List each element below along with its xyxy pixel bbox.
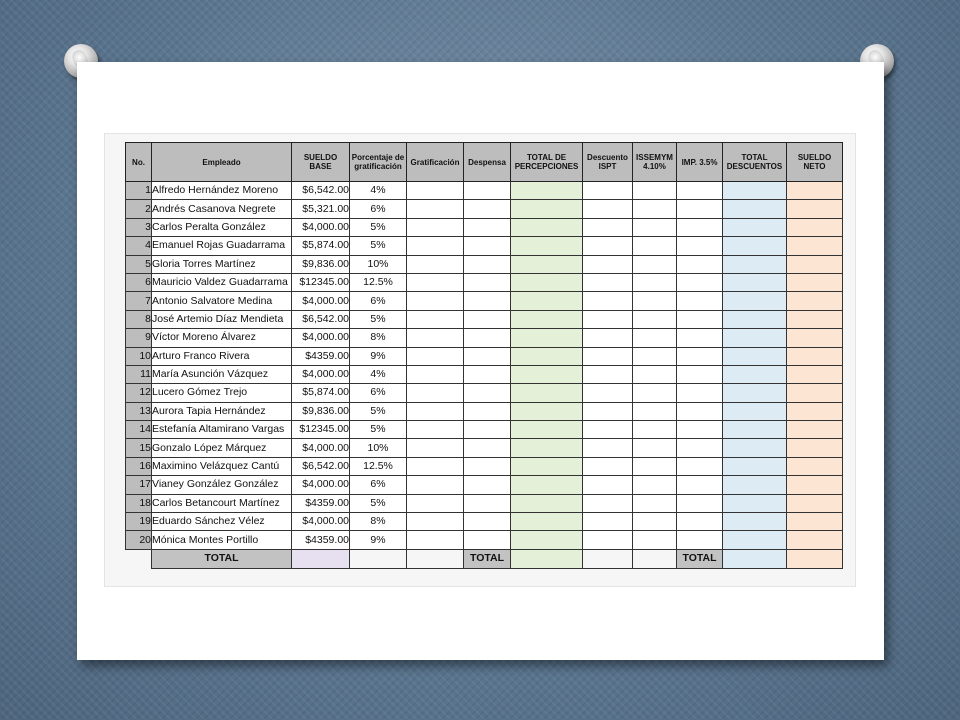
bonus-percent: 5%: [350, 218, 407, 236]
total-percepciones-cell: [511, 513, 583, 531]
gratificacion-cell: [407, 273, 464, 291]
total-percepciones-cell: [511, 237, 583, 255]
row-number: 9: [126, 329, 152, 347]
descuento-ispt-cell: [583, 329, 633, 347]
total-percepciones-cell: [511, 421, 583, 439]
employee-name: Emanuel Rojas Guadarrama: [152, 237, 292, 255]
total-percepciones-cell: [511, 457, 583, 475]
totals-gap-cell: [583, 549, 633, 568]
table-row: [126, 310, 843, 328]
gratificacion-cell: [407, 329, 464, 347]
issemym-cell: [633, 402, 677, 420]
header-no: No.: [126, 143, 152, 182]
header-descuento-ispt: Descuento ISPT: [583, 143, 633, 182]
total-descuentos-cell: [723, 273, 787, 291]
table-row: [126, 273, 843, 291]
bonus-percent: 8%: [350, 513, 407, 531]
total-percepciones-cell: [511, 494, 583, 512]
header-total-descuentos: TOTAL DESCUENTOS: [723, 143, 787, 182]
total-percepciones-cell: [511, 329, 583, 347]
despensa-cell: [464, 421, 511, 439]
despensa-cell: [464, 347, 511, 365]
gratificacion-cell: [407, 531, 464, 549]
header-gratificacion: Gratificación: [407, 143, 464, 182]
sueldo-neto-cell: [787, 476, 843, 494]
employee-name: Lucero Gómez Trejo: [152, 384, 292, 402]
base-salary: $4,000.00: [292, 365, 350, 383]
totals-gap-cell: [633, 549, 677, 568]
despensa-cell: [464, 494, 511, 512]
employee-name: Arturo Franco Rivera: [152, 347, 292, 365]
header-porcentaje: Porcentaje de gratificación: [350, 143, 407, 182]
table-row: [126, 200, 843, 218]
bonus-percent: 6%: [350, 384, 407, 402]
total-percepciones-cell: [511, 347, 583, 365]
base-salary: $5,874.00: [292, 237, 350, 255]
table-row: [126, 255, 843, 273]
total-percepciones-cell: [511, 182, 583, 200]
bonus-percent: 4%: [350, 365, 407, 383]
issemym-cell: [633, 218, 677, 236]
imp-cell: [677, 237, 723, 255]
issemym-cell: [633, 182, 677, 200]
issemym-cell: [633, 255, 677, 273]
bonus-percent: 9%: [350, 347, 407, 365]
employee-name: Gonzalo López Márquez: [152, 439, 292, 457]
imp-cell: [677, 365, 723, 383]
despensa-cell: [464, 237, 511, 255]
despensa-cell: [464, 255, 511, 273]
row-number: 20: [126, 531, 152, 549]
imp-cell: [677, 439, 723, 457]
total-descuentos-cell: [723, 531, 787, 549]
descuento-ispt-cell: [583, 531, 633, 549]
gratificacion-cell: [407, 200, 464, 218]
descuento-ispt-cell: [583, 310, 633, 328]
total-descuentos-cell: [723, 365, 787, 383]
employee-name: Eduardo Sánchez Vélez: [152, 513, 292, 531]
base-salary: $4,000.00: [292, 292, 350, 310]
total-descuentos-cell: [723, 218, 787, 236]
descuento-ispt-cell: [583, 439, 633, 457]
bonus-percent: 9%: [350, 531, 407, 549]
sueldo-neto-cell: [787, 439, 843, 457]
issemym-cell: [633, 513, 677, 531]
issemym-cell: [633, 439, 677, 457]
bonus-percent: 8%: [350, 329, 407, 347]
issemym-cell: [633, 292, 677, 310]
issemym-cell: [633, 365, 677, 383]
imp-cell: [677, 292, 723, 310]
header-issemym: ISSEMYM 4.10%: [633, 143, 677, 182]
base-salary: $9,836.00: [292, 402, 350, 420]
gratificacion-cell: [407, 476, 464, 494]
total-percepciones-cell: [511, 402, 583, 420]
base-salary: $4359.00: [292, 494, 350, 512]
bonus-percent: 5%: [350, 310, 407, 328]
row-number: 5: [126, 255, 152, 273]
despensa-cell: [464, 457, 511, 475]
bonus-percent: 5%: [350, 237, 407, 255]
base-salary: $4359.00: [292, 347, 350, 365]
imp-cell: [677, 182, 723, 200]
sueldo-neto-cell: [787, 218, 843, 236]
issemym-cell: [633, 237, 677, 255]
imp-cell: [677, 476, 723, 494]
despensa-cell: [464, 292, 511, 310]
table-row: [126, 439, 843, 457]
gratificacion-cell: [407, 439, 464, 457]
gratificacion-cell: [407, 365, 464, 383]
gratificacion-cell: [407, 218, 464, 236]
table-row: [126, 494, 843, 512]
row-number: 15: [126, 439, 152, 457]
gratificacion-cell: [407, 384, 464, 402]
sueldo-neto-cell: [787, 402, 843, 420]
total-percepciones-cell: [511, 365, 583, 383]
despensa-cell: [464, 273, 511, 291]
sueldo-neto-cell: [787, 237, 843, 255]
bonus-percent: 5%: [350, 421, 407, 439]
employee-name: Alfredo Hernández Moreno: [152, 182, 292, 200]
header-imp: IMP. 3.5%: [677, 143, 723, 182]
issemym-cell: [633, 273, 677, 291]
despensa-cell: [464, 329, 511, 347]
despensa-cell: [464, 476, 511, 494]
sueldo-neto-cell: [787, 365, 843, 383]
despensa-cell: [464, 200, 511, 218]
base-salary: $6,542.00: [292, 457, 350, 475]
row-number: 14: [126, 421, 152, 439]
base-salary: $9,836.00: [292, 255, 350, 273]
row-number: 18: [126, 494, 152, 512]
issemym-cell: [633, 457, 677, 475]
descuento-ispt-cell: [583, 347, 633, 365]
despensa-cell: [464, 310, 511, 328]
employee-name: Estefanía Altamirano Vargas: [152, 421, 292, 439]
totals-gap-cell: [407, 549, 464, 568]
imp-cell: [677, 402, 723, 420]
spreadsheet-image: [104, 133, 856, 587]
employee-name: José Artemio Díaz Mendieta: [152, 310, 292, 328]
total-percepciones-cell: [511, 310, 583, 328]
total-percepciones-cell: [511, 476, 583, 494]
employee-name: Vianey González González: [152, 476, 292, 494]
base-salary: $4,000.00: [292, 476, 350, 494]
bonus-percent: 10%: [350, 439, 407, 457]
descuento-ispt-cell: [583, 476, 633, 494]
bonus-percent: 4%: [350, 182, 407, 200]
bonus-percent: 6%: [350, 292, 407, 310]
bonus-percent: 12.5%: [350, 457, 407, 475]
sueldo-neto-cell: [787, 531, 843, 549]
despensa-cell: [464, 513, 511, 531]
sueldo-neto-cell: [787, 457, 843, 475]
issemym-cell: [633, 384, 677, 402]
total-descuentos-cell: [723, 347, 787, 365]
descuento-ispt-cell: [583, 237, 633, 255]
payroll-table: [125, 142, 843, 569]
issemym-cell: [633, 347, 677, 365]
row-number: 11: [126, 365, 152, 383]
total-sueldo-base-cell: [292, 549, 350, 568]
table-row: [126, 237, 843, 255]
base-salary: $4,000.00: [292, 439, 350, 457]
row-number: 2: [126, 200, 152, 218]
total-label-main: TOTAL: [152, 549, 292, 568]
imp-cell: [677, 200, 723, 218]
despensa-cell: [464, 384, 511, 402]
descuento-ispt-cell: [583, 255, 633, 273]
total-label-despensa: TOTAL: [464, 549, 511, 568]
payroll-body: [126, 182, 843, 550]
total-percepciones-cell: [511, 531, 583, 549]
bonus-percent: 6%: [350, 476, 407, 494]
row-number: 3: [126, 218, 152, 236]
header-sueldo-neto: SUELDO NETO: [787, 143, 843, 182]
total-descuentos-cell: [723, 494, 787, 512]
issemym-cell: [633, 476, 677, 494]
issemym-cell: [633, 310, 677, 328]
total-sueldo-neto-cell: [787, 549, 843, 568]
gratificacion-cell: [407, 182, 464, 200]
total-descuentos-cell: [723, 384, 787, 402]
gratificacion-cell: [407, 421, 464, 439]
issemym-cell: [633, 421, 677, 439]
total-percepciones-cell: [511, 384, 583, 402]
row-number: 17: [126, 476, 152, 494]
total-percepciones-cell: [511, 255, 583, 273]
base-salary: $4,000.00: [292, 329, 350, 347]
descuento-ispt-cell: [583, 292, 633, 310]
sueldo-neto-cell: [787, 513, 843, 531]
totals-gap-cell: [350, 549, 407, 568]
employee-name: Gloria Torres Martínez: [152, 255, 292, 273]
employee-name: Maximino Velázquez Cantú: [152, 457, 292, 475]
employee-name: Mónica Montes Portillo: [152, 531, 292, 549]
imp-cell: [677, 384, 723, 402]
total-percepciones-cell: [511, 292, 583, 310]
table-row: [126, 182, 843, 200]
issemym-cell: [633, 531, 677, 549]
gratificacion-cell: [407, 237, 464, 255]
descuento-ispt-cell: [583, 218, 633, 236]
bonus-percent: 10%: [350, 255, 407, 273]
bonus-percent: 5%: [350, 402, 407, 420]
header-despensa: Despensa: [464, 143, 511, 182]
sueldo-neto-cell: [787, 329, 843, 347]
table-row: [126, 218, 843, 236]
despensa-cell: [464, 439, 511, 457]
total-label-imp: TOTAL: [677, 549, 723, 568]
total-descuentos-cell: [723, 292, 787, 310]
sueldo-neto-cell: [787, 347, 843, 365]
table-row: [126, 457, 843, 475]
total-descuentos-cell: [723, 421, 787, 439]
sueldo-neto-cell: [787, 292, 843, 310]
despensa-cell: [464, 182, 511, 200]
gratificacion-cell: [407, 513, 464, 531]
imp-cell: [677, 421, 723, 439]
total-descuentos-cell: [723, 310, 787, 328]
imp-cell: [677, 255, 723, 273]
sueldo-neto-cell: [787, 310, 843, 328]
total-descuentos-cell: [723, 549, 787, 568]
header-sueldo-base: SUELDO BASE: [292, 143, 350, 182]
bonus-percent: 6%: [350, 200, 407, 218]
header-row: [126, 143, 843, 182]
gratificacion-cell: [407, 494, 464, 512]
header-total-percepciones: TOTAL DE PERCEPCIONES: [511, 143, 583, 182]
total-descuentos-cell: [723, 476, 787, 494]
row-number: 12: [126, 384, 152, 402]
row-number: 7: [126, 292, 152, 310]
total-descuentos-cell: [723, 439, 787, 457]
base-salary: $12345.00: [292, 421, 350, 439]
imp-cell: [677, 494, 723, 512]
descuento-ispt-cell: [583, 457, 633, 475]
despensa-cell: [464, 218, 511, 236]
imp-cell: [677, 347, 723, 365]
base-salary: $5,321.00: [292, 200, 350, 218]
despensa-cell: [464, 365, 511, 383]
table-row: [126, 347, 843, 365]
total-percepciones-cell: [511, 439, 583, 457]
row-number: 10: [126, 347, 152, 365]
row-number: 4: [126, 237, 152, 255]
header-empleado: Empleado: [152, 143, 292, 182]
descuento-ispt-cell: [583, 182, 633, 200]
table-row: [126, 513, 843, 531]
total-descuentos-cell: [723, 200, 787, 218]
sueldo-neto-cell: [787, 200, 843, 218]
base-salary: $4359.00: [292, 531, 350, 549]
gratificacion-cell: [407, 347, 464, 365]
sueldo-neto-cell: [787, 494, 843, 512]
base-salary: $6,542.00: [292, 182, 350, 200]
total-descuentos-cell: [723, 329, 787, 347]
row-number: 1: [126, 182, 152, 200]
descuento-ispt-cell: [583, 402, 633, 420]
imp-cell: [677, 218, 723, 236]
imp-cell: [677, 457, 723, 475]
base-salary: $5,874.00: [292, 384, 350, 402]
total-descuentos-cell: [723, 237, 787, 255]
total-descuentos-cell: [723, 255, 787, 273]
row-number: 16: [126, 457, 152, 475]
issemym-cell: [633, 494, 677, 512]
row-number: 19: [126, 513, 152, 531]
base-salary: $6,542.00: [292, 310, 350, 328]
gratificacion-cell: [407, 457, 464, 475]
employee-name: Carlos Betancourt Martínez: [152, 494, 292, 512]
employee-name: Antonio Salvatore Medina: [152, 292, 292, 310]
descuento-ispt-cell: [583, 421, 633, 439]
totals-row: [126, 549, 843, 568]
sueldo-neto-cell: [787, 421, 843, 439]
table-row: [126, 292, 843, 310]
base-salary: $4,000.00: [292, 218, 350, 236]
descuento-ispt-cell: [583, 494, 633, 512]
gratificacion-cell: [407, 402, 464, 420]
total-percepciones-cell: [511, 273, 583, 291]
total-percepciones-cell: [511, 200, 583, 218]
employee-name: Andrés Casanova Negrete: [152, 200, 292, 218]
gratificacion-cell: [407, 292, 464, 310]
imp-cell: [677, 310, 723, 328]
issemym-cell: [633, 200, 677, 218]
base-salary: $12345.00: [292, 273, 350, 291]
sueldo-neto-cell: [787, 182, 843, 200]
imp-cell: [677, 273, 723, 291]
imp-cell: [677, 329, 723, 347]
employee-name: Mauricio Valdez Guadarrama: [152, 273, 292, 291]
table-row: [126, 384, 843, 402]
gratificacion-cell: [407, 310, 464, 328]
total-percepciones-cell: [511, 218, 583, 236]
total-descuentos-cell: [723, 513, 787, 531]
table-row: [126, 476, 843, 494]
table-row: [126, 402, 843, 420]
totals-blank-cell: [126, 549, 152, 568]
descuento-ispt-cell: [583, 273, 633, 291]
employee-name: Aurora Tapia Hernández: [152, 402, 292, 420]
employee-name: María Asunción Vázquez: [152, 365, 292, 383]
sueldo-neto-cell: [787, 273, 843, 291]
total-descuentos-cell: [723, 182, 787, 200]
row-number: 13: [126, 402, 152, 420]
bonus-percent: 12.5%: [350, 273, 407, 291]
despensa-cell: [464, 531, 511, 549]
total-percepciones-cell: [511, 549, 583, 568]
row-number: 6: [126, 273, 152, 291]
table-row: [126, 531, 843, 549]
imp-cell: [677, 513, 723, 531]
descuento-ispt-cell: [583, 513, 633, 531]
descuento-ispt-cell: [583, 384, 633, 402]
row-number: 8: [126, 310, 152, 328]
base-salary: $4,000.00: [292, 513, 350, 531]
table-row: [126, 421, 843, 439]
sueldo-neto-cell: [787, 384, 843, 402]
issemym-cell: [633, 329, 677, 347]
total-descuentos-cell: [723, 402, 787, 420]
table-row: [126, 329, 843, 347]
total-descuentos-cell: [723, 457, 787, 475]
descuento-ispt-cell: [583, 200, 633, 218]
table-row: [126, 365, 843, 383]
bonus-percent: 5%: [350, 494, 407, 512]
employee-name: Carlos Peralta González: [152, 218, 292, 236]
imp-cell: [677, 531, 723, 549]
sueldo-neto-cell: [787, 255, 843, 273]
gratificacion-cell: [407, 255, 464, 273]
descuento-ispt-cell: [583, 365, 633, 383]
despensa-cell: [464, 402, 511, 420]
employee-name: Víctor Moreno Álvarez: [152, 329, 292, 347]
